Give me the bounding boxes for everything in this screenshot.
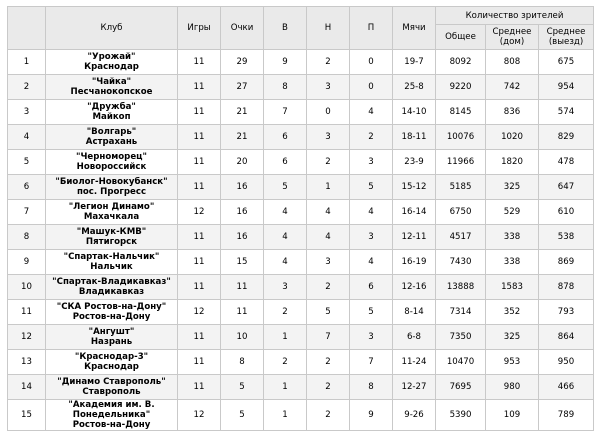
cell-att-total: 7695 bbox=[436, 375, 486, 400]
club-city: Владикавказ bbox=[78, 287, 145, 297]
cell-losses: 4 bbox=[350, 250, 393, 275]
col-header-losses: П bbox=[350, 7, 393, 50]
cell-losses: 9 bbox=[350, 400, 393, 431]
club-name: "СКА Ростов-на-Дону" bbox=[56, 302, 167, 312]
cell-att-home: 742 bbox=[486, 75, 539, 100]
club-name: "Спартак-Нальчик" bbox=[63, 252, 160, 262]
cell-position: 9 bbox=[8, 250, 46, 275]
table-row bbox=[8, 225, 594, 250]
cell-goals: 12-16 bbox=[393, 275, 436, 300]
cell-goals: 19-7 bbox=[393, 50, 436, 75]
club-name: "Машук-КМВ" bbox=[76, 227, 147, 237]
cell-wins: 4 bbox=[264, 250, 307, 275]
cell-draws: 2 bbox=[307, 350, 350, 375]
cell-games: 11 bbox=[178, 150, 221, 175]
cell-games: 11 bbox=[178, 100, 221, 125]
cell-losses: 4 bbox=[350, 200, 393, 225]
table-row bbox=[8, 300, 594, 325]
table-row bbox=[8, 400, 594, 431]
cell-draws: 2 bbox=[307, 150, 350, 175]
cell-draws: 2 bbox=[307, 50, 350, 75]
cell-games: 11 bbox=[178, 175, 221, 200]
cell-att-home: 1583 bbox=[486, 275, 539, 300]
cell-points: 15 bbox=[221, 250, 264, 275]
club-name: "Легион Динамо" bbox=[68, 202, 155, 212]
col-header-num bbox=[8, 7, 46, 50]
col-header-draws: Н bbox=[307, 7, 350, 50]
cell-club bbox=[46, 275, 178, 300]
cell-goals: 18-11 bbox=[393, 125, 436, 150]
standings-table bbox=[7, 6, 594, 431]
cell-points: 8 bbox=[221, 350, 264, 375]
cell-goals: 25-8 bbox=[393, 75, 436, 100]
cell-club bbox=[46, 200, 178, 225]
cell-att-total: 10076 bbox=[436, 125, 486, 150]
club-city: пос. Прогресс bbox=[76, 187, 147, 197]
cell-position: 1 bbox=[8, 50, 46, 75]
club-city: Махачкала bbox=[83, 212, 140, 222]
cell-wins: 5 bbox=[264, 175, 307, 200]
table-row bbox=[8, 50, 594, 75]
table-row bbox=[8, 350, 594, 375]
cell-att-home: 1820 bbox=[486, 150, 539, 175]
cell-goals: 12-11 bbox=[393, 225, 436, 250]
table-row bbox=[8, 375, 594, 400]
cell-games: 12 bbox=[178, 400, 221, 431]
cell-losses: 2 bbox=[350, 125, 393, 150]
cell-att-away: 466 bbox=[539, 375, 594, 400]
col-header-attendance: Количество зрителей bbox=[436, 7, 594, 25]
cell-draws: 2 bbox=[307, 375, 350, 400]
cell-position: 5 bbox=[8, 150, 46, 175]
club-city: Краснодар bbox=[84, 62, 139, 72]
cell-wins: 1 bbox=[264, 325, 307, 350]
cell-att-home: 808 bbox=[486, 50, 539, 75]
cell-games: 11 bbox=[178, 325, 221, 350]
table-row bbox=[8, 150, 594, 175]
cell-losses: 3 bbox=[350, 225, 393, 250]
cell-att-away: 869 bbox=[539, 250, 594, 275]
cell-losses: 3 bbox=[350, 325, 393, 350]
cell-att-total: 7350 bbox=[436, 325, 486, 350]
cell-games: 11 bbox=[178, 350, 221, 375]
cell-att-home: 836 bbox=[486, 100, 539, 125]
cell-wins: 7 bbox=[264, 100, 307, 125]
club-name: "Краснодар-3" bbox=[74, 352, 149, 362]
cell-wins: 4 bbox=[264, 200, 307, 225]
cell-att-total: 8092 bbox=[436, 50, 486, 75]
table-row bbox=[8, 125, 594, 150]
club-city: Астрахань bbox=[85, 137, 138, 147]
col-header-att-home: Среднее (дом) bbox=[486, 25, 539, 50]
cell-wins: 2 bbox=[264, 300, 307, 325]
cell-games: 11 bbox=[178, 250, 221, 275]
cell-wins: 2 bbox=[264, 350, 307, 375]
cell-wins: 9 bbox=[264, 50, 307, 75]
club-name: "Динамо Ставрополь" bbox=[57, 377, 166, 387]
table-body bbox=[8, 50, 594, 431]
cell-wins: 8 bbox=[264, 75, 307, 100]
club-name: "Биолог-Новокубанск" bbox=[55, 177, 168, 187]
col-header-att-away: Среднее (выезд) bbox=[539, 25, 594, 50]
cell-wins: 3 bbox=[264, 275, 307, 300]
cell-att-total: 9220 bbox=[436, 75, 486, 100]
cell-att-home: 980 bbox=[486, 375, 539, 400]
cell-att-away: 793 bbox=[539, 300, 594, 325]
cell-club bbox=[46, 75, 178, 100]
cell-position: 2 bbox=[8, 75, 46, 100]
cell-att-total: 6750 bbox=[436, 200, 486, 225]
cell-losses: 0 bbox=[350, 50, 393, 75]
cell-points: 16 bbox=[221, 200, 264, 225]
cell-att-total: 8145 bbox=[436, 100, 486, 125]
cell-losses: 0 bbox=[350, 75, 393, 100]
cell-goals: 16-14 bbox=[393, 200, 436, 225]
cell-att-away: 864 bbox=[539, 325, 594, 350]
cell-att-away: 478 bbox=[539, 150, 594, 175]
cell-draws: 1 bbox=[307, 175, 350, 200]
cell-goals: 9-26 bbox=[393, 400, 436, 431]
cell-draws: 3 bbox=[307, 125, 350, 150]
cell-wins: 6 bbox=[264, 125, 307, 150]
cell-losses: 6 bbox=[350, 275, 393, 300]
cell-goals: 12-27 bbox=[393, 375, 436, 400]
cell-losses: 4 bbox=[350, 100, 393, 125]
club-city: Пятигорск bbox=[85, 237, 138, 247]
cell-club bbox=[46, 250, 178, 275]
table-row bbox=[8, 200, 594, 225]
col-header-att-total: Общее bbox=[436, 25, 486, 50]
cell-draws: 4 bbox=[307, 200, 350, 225]
cell-att-away: 610 bbox=[539, 200, 594, 225]
cell-draws: 2 bbox=[307, 275, 350, 300]
club-city: Ростов-на-Дону bbox=[72, 420, 151, 430]
cell-games: 11 bbox=[178, 375, 221, 400]
cell-points: 20 bbox=[221, 150, 264, 175]
table-row bbox=[8, 275, 594, 300]
cell-club bbox=[46, 350, 178, 375]
club-city: Ставрополь bbox=[82, 387, 141, 397]
cell-att-away: 829 bbox=[539, 125, 594, 150]
cell-points: 10 bbox=[221, 325, 264, 350]
cell-position: 15 bbox=[8, 400, 46, 431]
club-name: "Академия им. В. Понедельника" bbox=[68, 400, 155, 420]
cell-position: 13 bbox=[8, 350, 46, 375]
club-name: "Черноморец" bbox=[76, 152, 147, 162]
cell-draws: 5 bbox=[307, 300, 350, 325]
club-name: "Урожай" bbox=[87, 52, 136, 62]
cell-goals: 23-9 bbox=[393, 150, 436, 175]
cell-club bbox=[46, 150, 178, 175]
cell-att-total: 5390 bbox=[436, 400, 486, 431]
club-city: Новороссийск bbox=[76, 162, 147, 172]
cell-goals: 16-19 bbox=[393, 250, 436, 275]
cell-att-away: 954 bbox=[539, 75, 594, 100]
cell-position: 12 bbox=[8, 325, 46, 350]
club-name: "Волгарь" bbox=[86, 127, 137, 137]
cell-position: 14 bbox=[8, 375, 46, 400]
cell-club bbox=[46, 225, 178, 250]
club-city: Песчанокопское bbox=[70, 87, 153, 97]
cell-goals: 15-12 bbox=[393, 175, 436, 200]
cell-att-total: 11966 bbox=[436, 150, 486, 175]
cell-club bbox=[46, 175, 178, 200]
cell-att-total: 7430 bbox=[436, 250, 486, 275]
cell-att-home: 352 bbox=[486, 300, 539, 325]
cell-points: 29 bbox=[221, 50, 264, 75]
table-row bbox=[8, 250, 594, 275]
cell-losses: 5 bbox=[350, 175, 393, 200]
cell-att-total: 5185 bbox=[436, 175, 486, 200]
cell-points: 21 bbox=[221, 100, 264, 125]
club-name: "Дружба" bbox=[87, 102, 136, 112]
cell-att-home: 1020 bbox=[486, 125, 539, 150]
cell-losses: 3 bbox=[350, 150, 393, 175]
club-name: "Ангушт" bbox=[88, 327, 135, 337]
club-city: Назрань bbox=[90, 337, 133, 347]
cell-att-away: 574 bbox=[539, 100, 594, 125]
cell-wins: 6 bbox=[264, 150, 307, 175]
cell-losses: 7 bbox=[350, 350, 393, 375]
col-header-club: Клуб bbox=[46, 7, 178, 50]
col-header-points: Очки bbox=[221, 7, 264, 50]
cell-club bbox=[46, 125, 178, 150]
cell-draws: 3 bbox=[307, 75, 350, 100]
cell-att-away: 538 bbox=[539, 225, 594, 250]
cell-points: 5 bbox=[221, 400, 264, 431]
club-name: "Чайка" bbox=[91, 77, 132, 87]
cell-club bbox=[46, 375, 178, 400]
cell-att-home: 953 bbox=[486, 350, 539, 375]
cell-points: 11 bbox=[221, 300, 264, 325]
cell-games: 11 bbox=[178, 225, 221, 250]
cell-draws: 2 bbox=[307, 400, 350, 431]
cell-club bbox=[46, 400, 178, 431]
cell-position: 10 bbox=[8, 275, 46, 300]
cell-games: 12 bbox=[178, 200, 221, 225]
table-row bbox=[8, 75, 594, 100]
cell-att-total: 4517 bbox=[436, 225, 486, 250]
cell-losses: 5 bbox=[350, 300, 393, 325]
col-header-games: Игры bbox=[178, 7, 221, 50]
cell-att-away: 789 bbox=[539, 400, 594, 431]
col-header-wins: В bbox=[264, 7, 307, 50]
cell-att-total: 10470 bbox=[436, 350, 486, 375]
cell-club bbox=[46, 50, 178, 75]
cell-goals: 14-10 bbox=[393, 100, 436, 125]
cell-club bbox=[46, 300, 178, 325]
cell-goals: 8-14 bbox=[393, 300, 436, 325]
cell-games: 11 bbox=[178, 75, 221, 100]
cell-att-home: 325 bbox=[486, 325, 539, 350]
club-city: Майкоп bbox=[92, 112, 131, 122]
cell-club bbox=[46, 100, 178, 125]
cell-position: 4 bbox=[8, 125, 46, 150]
cell-position: 7 bbox=[8, 200, 46, 225]
cell-draws: 7 bbox=[307, 325, 350, 350]
cell-points: 27 bbox=[221, 75, 264, 100]
header-row-top bbox=[8, 7, 594, 25]
cell-games: 11 bbox=[178, 275, 221, 300]
cell-position: 3 bbox=[8, 100, 46, 125]
cell-points: 16 bbox=[221, 175, 264, 200]
cell-losses: 8 bbox=[350, 375, 393, 400]
cell-att-home: 338 bbox=[486, 250, 539, 275]
cell-wins: 4 bbox=[264, 225, 307, 250]
cell-att-away: 878 bbox=[539, 275, 594, 300]
cell-att-away: 647 bbox=[539, 175, 594, 200]
cell-points: 11 bbox=[221, 275, 264, 300]
cell-att-total: 7314 bbox=[436, 300, 486, 325]
cell-att-home: 109 bbox=[486, 400, 539, 431]
cell-games: 11 bbox=[178, 125, 221, 150]
cell-att-total: 13888 bbox=[436, 275, 486, 300]
cell-games: 11 bbox=[178, 50, 221, 75]
cell-goals: 11-24 bbox=[393, 350, 436, 375]
cell-position: 8 bbox=[8, 225, 46, 250]
cell-games: 12 bbox=[178, 300, 221, 325]
cell-points: 5 bbox=[221, 375, 264, 400]
cell-att-away: 675 bbox=[539, 50, 594, 75]
cell-position: 6 bbox=[8, 175, 46, 200]
cell-draws: 3 bbox=[307, 250, 350, 275]
table-row bbox=[8, 100, 594, 125]
club-name: "Спартак-Владикавказ" bbox=[52, 277, 171, 287]
club-city: Краснодар bbox=[84, 362, 139, 372]
cell-att-home: 325 bbox=[486, 175, 539, 200]
cell-points: 16 bbox=[221, 225, 264, 250]
col-header-goals: Мячи bbox=[393, 7, 436, 50]
club-city: Нальчик bbox=[90, 262, 133, 272]
club-city: Ростов-на-Дону bbox=[72, 312, 151, 322]
cell-draws: 0 bbox=[307, 100, 350, 125]
cell-att-home: 529 bbox=[486, 200, 539, 225]
cell-goals: 6-8 bbox=[393, 325, 436, 350]
cell-att-away: 950 bbox=[539, 350, 594, 375]
cell-wins: 1 bbox=[264, 375, 307, 400]
cell-draws: 4 bbox=[307, 225, 350, 250]
cell-wins: 1 bbox=[264, 400, 307, 431]
table-row bbox=[8, 325, 594, 350]
cell-club bbox=[46, 325, 178, 350]
cell-points: 21 bbox=[221, 125, 264, 150]
cell-att-home: 338 bbox=[486, 225, 539, 250]
cell-position: 11 bbox=[8, 300, 46, 325]
table-row bbox=[8, 175, 594, 200]
